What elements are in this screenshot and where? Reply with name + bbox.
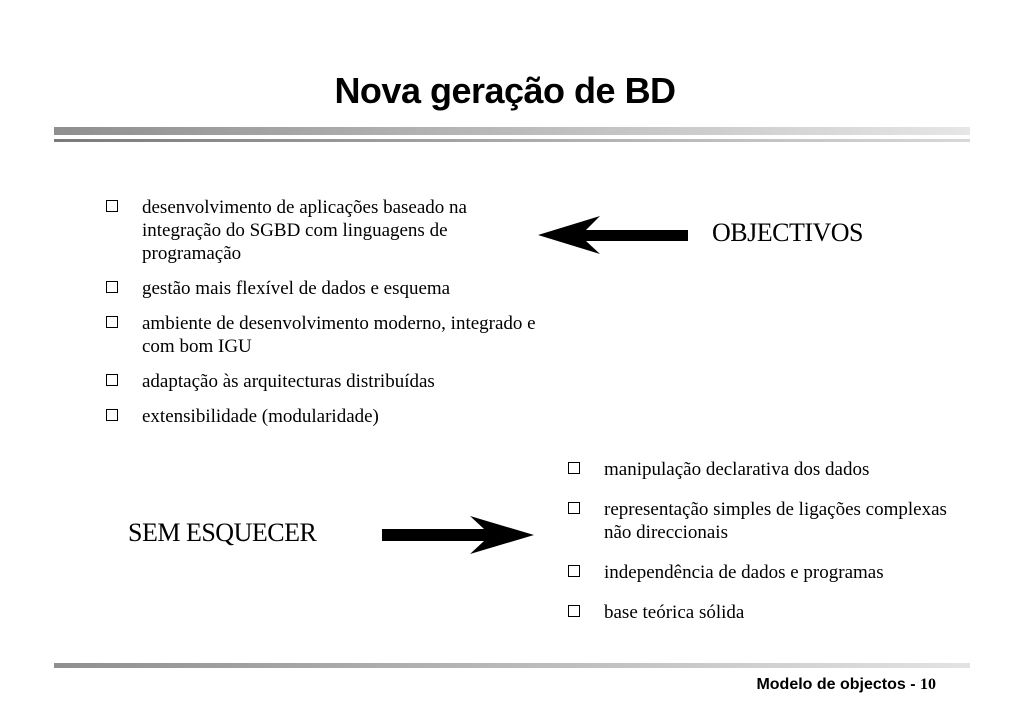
list-item-text: manipulação declarativa dos dados: [604, 459, 870, 480]
footer-divider: [54, 663, 970, 668]
list-item-text: representação simples de ligações complexas não direccionais: [604, 499, 947, 543]
arrow-left-icon: [536, 214, 692, 256]
sem-esquecer-label: SEM ESQUECER: [128, 518, 317, 547]
list-item: [568, 601, 968, 624]
checkbox-bullet-icon: [106, 200, 118, 212]
checkbox-bullet-icon: [106, 316, 118, 328]
list-item-text: independência de dados e programas: [604, 562, 884, 583]
checkbox-bullet-icon: [568, 462, 580, 474]
list-item: [106, 405, 546, 428]
list-item-text: base teórica sólida: [604, 602, 745, 623]
footer-text: Modelo de objectos -: [756, 676, 920, 693]
checkbox-bullet-icon: [106, 281, 118, 293]
list-item-text: adaptação às arquitecturas distribuídas: [142, 371, 435, 392]
objectivos-list: [106, 196, 546, 440]
checkbox-bullet-icon: [106, 374, 118, 386]
checkbox-bullet-icon: [568, 502, 580, 514]
checkbox-bullet-icon: [568, 565, 580, 577]
list-item-text: gestão mais flexível de dados e esquema: [142, 278, 451, 299]
list-item: [568, 498, 968, 544]
sem-esquecer-list: [568, 458, 968, 641]
objectivos-label: OBJECTIVOS: [712, 218, 864, 247]
list-item: [106, 370, 546, 393]
title-divider-thick: [54, 127, 970, 135]
footer: [756, 676, 936, 694]
list-item: [568, 458, 968, 481]
checkbox-bullet-icon: [106, 409, 118, 421]
list-item-text: ambiente de desenvolvimento moderno, integrado e com bom IGU: [142, 313, 536, 357]
slide-title: Nova geração de BD: [334, 70, 676, 111]
arrow-right-icon: [380, 514, 538, 556]
list-item: [568, 561, 968, 584]
list-item-text: desenvolvimento de aplicações baseado na integração do SGBD com linguagens de programação: [142, 197, 467, 264]
title-divider-thin: [54, 139, 970, 142]
list-item-text: extensibilidade (modularidade): [142, 406, 379, 427]
checkbox-bullet-icon: [568, 605, 580, 617]
list-item: [106, 312, 546, 358]
list-item: [106, 277, 546, 300]
list-item: [106, 196, 546, 265]
page-number: 10: [920, 676, 936, 693]
